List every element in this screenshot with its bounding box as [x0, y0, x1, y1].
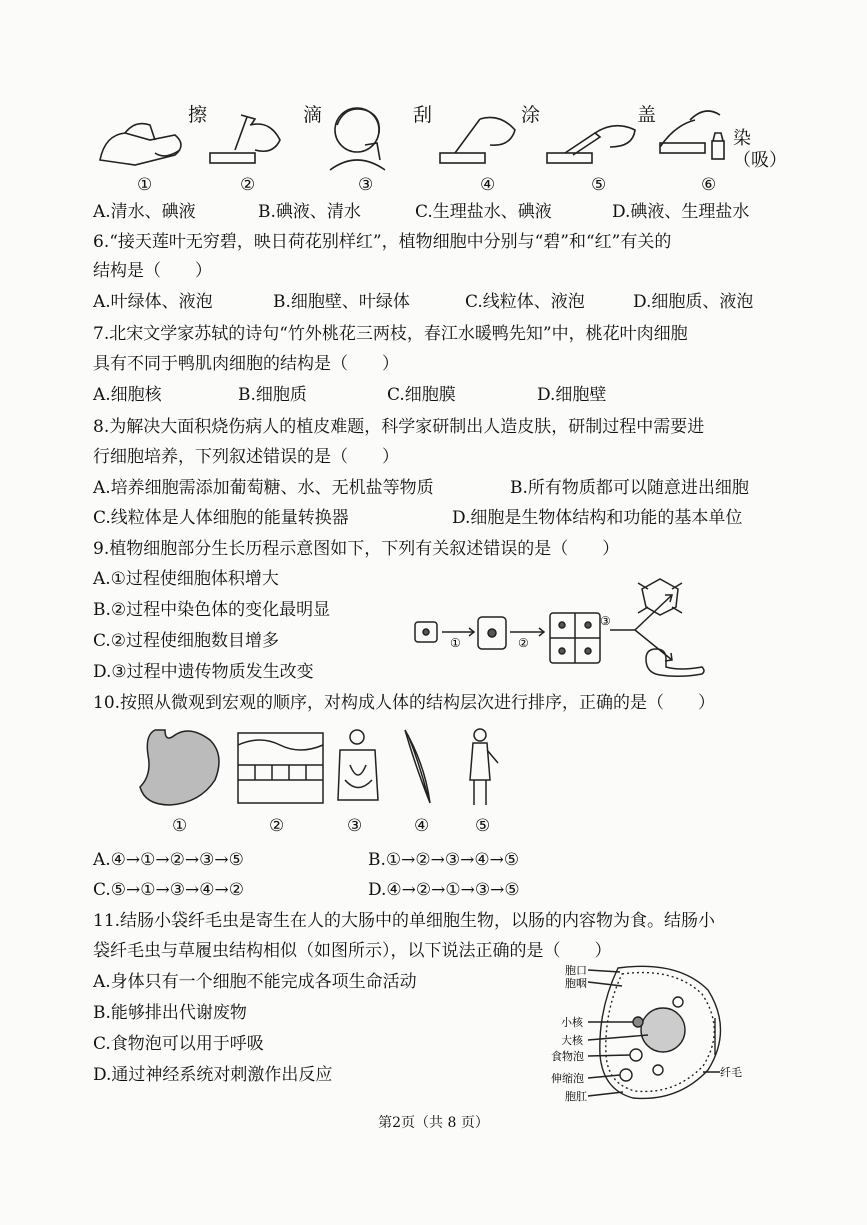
level-number: ④ — [414, 816, 430, 836]
diagram-label: 伸缩泡 — [551, 1072, 584, 1085]
process-label: ③ — [600, 614, 611, 628]
q11-stem: 袋纤毛虫与草履虫结构相似（如图所示），以下说法正确的是（ ） — [93, 941, 612, 961]
step-label: 盖 — [637, 104, 657, 126]
q7-option-a: A.细胞核 — [93, 385, 162, 405]
step-number: ⑤ — [591, 175, 607, 195]
process-label: ① — [450, 636, 461, 650]
diagram-label: 胞肛 — [565, 1090, 587, 1103]
step-label: 滴 — [303, 104, 323, 126]
q8-option-d: D.细胞是生物体结构和功能的基本单位 — [452, 508, 743, 528]
q8-option-c: C.线粒体是人体细胞的能量转换器 — [93, 508, 349, 528]
q5-option-d: D.碘液、生理盐水 — [612, 202, 750, 222]
q6-stem: 结构是（ ） — [93, 261, 212, 281]
diagram-label: 胞口 — [565, 964, 587, 977]
q10-option-c: C.⑤→①→③→④→② — [93, 880, 244, 900]
step-number: ① — [137, 175, 153, 195]
step-number: ② — [240, 175, 256, 195]
q8-stem: 8.为解决大面积烧伤病人的植皮难题，科学家研制出人造皮肤，研制过程中需要进 — [93, 417, 705, 437]
q9-option-c: C.②过程使细胞数目增多 — [93, 631, 280, 651]
step-label: 染（吸） — [733, 128, 787, 171]
q10-option-a: A.④→①→②→③→⑤ — [93, 850, 244, 870]
q5-option-b: B.碘液、清水 — [258, 202, 361, 222]
q5-option-a: A.清水、碘液 — [93, 202, 196, 222]
q9-option-a: A.①过程使细胞体积增大 — [93, 569, 279, 589]
q6-option-b: B.细胞壁、叶绿体 — [273, 292, 410, 312]
step-label: 涂 — [521, 104, 541, 126]
diagram-label: 食物泡 — [551, 1050, 584, 1063]
step-number: ③ — [358, 175, 374, 195]
q6-option-d: D.细胞质、液泡 — [633, 292, 754, 312]
page-footer: 第2页（共 8 页） — [378, 1115, 489, 1131]
q8-option-a: A.培养细胞需添加葡萄糖、水、无机盐等物质 — [93, 478, 434, 498]
q6-option-a: A.叶绿体、液泡 — [93, 292, 213, 312]
q7-option-b: B.细胞质 — [238, 385, 307, 405]
level-number: ⑤ — [475, 816, 491, 836]
diagram-label: 大核 — [561, 1034, 583, 1047]
q7-option-c: C.细胞膜 — [387, 385, 456, 405]
procedure-illustration — [95, 105, 755, 175]
level-number: ① — [172, 816, 188, 836]
q8-stem: 行细胞培养，下列叙述错误的是（ ） — [93, 447, 399, 467]
q9-option-b: B.②过程中染色体的变化最明显 — [93, 600, 331, 620]
paramecium-diagram — [548, 960, 748, 1105]
process-label: ② — [518, 636, 529, 650]
level-number: ③ — [347, 816, 363, 836]
q7-stem: 具有不同于鸭肌肉细胞的结构是（ ） — [93, 354, 399, 374]
q5-option-c: C.生理盐水、碘液 — [415, 202, 552, 222]
q11-option-b: B.能够排出代谢废物 — [93, 1003, 247, 1023]
q11-stem: 11.结肠小袋纤毛虫是寄生在人的大肠中的单细胞生物，以肠的内容物为食。结肠小 — [93, 911, 716, 931]
q8-option-b: B.所有物质都可以随意进出细胞 — [510, 478, 749, 498]
diagram-label: 纤毛 — [720, 1066, 742, 1079]
step-number: ④ — [480, 175, 496, 195]
diagram-label: 小核 — [561, 1016, 583, 1029]
q11-option-d: D.通过神经系统对刺激作出反应 — [93, 1065, 333, 1085]
q6-stem: 6.“接天莲叶无穷碧，映日荷花别样红”，植物细胞中分别与“碧”和“红”有关的 — [93, 232, 672, 252]
q10-option-d: D.④→②→①→③→⑤ — [368, 880, 520, 900]
q10-stem: 10.按照从微观到宏观的顺序，对构成人体的结构层次进行排序，正确的是（ ） — [93, 693, 716, 713]
q7-option-d: D.细胞壁 — [537, 385, 607, 405]
step-label: 刮 — [413, 104, 433, 126]
step-number: ⑥ — [701, 175, 717, 195]
cell-growth-diagram — [410, 575, 720, 685]
q11-option-a: A.身体只有一个细胞不能完成各项生命活动 — [93, 972, 417, 992]
q10-option-b: B.①→②→③→④→⑤ — [368, 850, 520, 870]
q7-stem: 7.北宋文学家苏轼的诗句“竹外桃花三两枝，春江水暖鸭先知”中，桃花叶肉细胞 — [93, 324, 688, 344]
q9-stem: 9.植物细胞部分生长历程示意图如下，下列有关叙述错误的是（ ） — [93, 539, 620, 559]
q9-option-d: D.③过程中遗传物质发生改变 — [93, 662, 314, 682]
diagram-label: 胞咽 — [565, 977, 587, 990]
level-number: ② — [269, 816, 285, 836]
body-levels-illustration — [130, 725, 520, 815]
q11-option-c: C.食物泡可以用于呼吸 — [93, 1034, 264, 1054]
q6-option-c: C.线粒体、液泡 — [465, 292, 585, 312]
step-label: 擦 — [188, 104, 208, 126]
